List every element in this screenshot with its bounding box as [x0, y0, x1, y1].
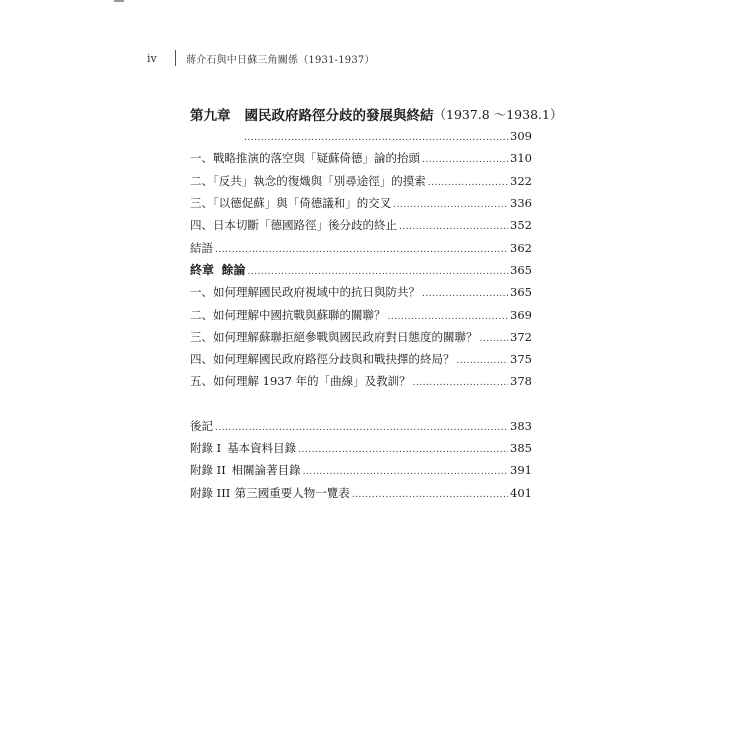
chapter-9-heading[interactable] — [190, 103, 563, 125]
entry-title: 三、「以德促蘇」與「倚德議和」的交叉 — [190, 196, 392, 211]
page-ref: 401 — [510, 485, 532, 500]
dot-leader — [303, 467, 508, 477]
entry-label: 附錄 III — [190, 485, 231, 500]
toc-entry[interactable] — [190, 147, 532, 169]
page-ref: 385 — [510, 441, 532, 455]
toc-entry[interactable] — [190, 281, 532, 303]
page-ref: 369 — [510, 307, 532, 322]
page-ref: 309 — [510, 129, 532, 144]
page-ref: 391 — [510, 463, 532, 478]
page-number: iv — [147, 51, 157, 65]
back-matter-entry[interactable] — [190, 459, 532, 481]
entry-title: 四、如何理解國民政府路徑分歧與和戰抉擇的終局？ — [190, 352, 455, 367]
entry-title: 三、如何理解蘇聯拒絕參戰與國民政府對日態度的關聯？ — [190, 329, 478, 344]
dot-leader — [422, 289, 508, 299]
entry-title: 一、如何理解國民政府視域中的抗日與防共？ — [190, 285, 420, 300]
toc-entry[interactable] — [190, 370, 532, 392]
chapter-9-title: 國民政府路徑分歧的發展與終結 — [244, 108, 434, 124]
entry-title: 第三國重要人物一覽表 — [234, 485, 350, 500]
entry-title: 二、如何理解中國抗戰與蘇聯的關聯？ — [190, 307, 386, 322]
table-of-contents — [190, 103, 563, 504]
toc-entry[interactable] — [190, 348, 532, 370]
entry-title: 五、如何理解 1937 年的「曲線」及教訓？ — [190, 374, 411, 389]
dot-leader — [393, 200, 508, 210]
chapter-9-page-line[interactable] — [190, 125, 532, 147]
toc-entry[interactable] — [190, 170, 532, 192]
dot-leader — [480, 334, 509, 344]
dot-leader — [247, 267, 508, 277]
back-matter-entry[interactable] — [190, 481, 532, 503]
entry-title: 基本資料目錄 — [227, 441, 297, 455]
entry-title: 結語 — [190, 240, 213, 255]
page-ref: 365 — [510, 262, 532, 277]
header-divider — [175, 50, 176, 66]
dot-leader — [413, 378, 508, 388]
chapter-9-date-range: （1937.8 ～1938.1） — [433, 107, 563, 122]
page-ref: 375 — [510, 352, 532, 367]
entry-title: 相關論著目錄 — [231, 463, 301, 478]
toc-entry[interactable] — [190, 303, 532, 325]
dot-leader — [215, 245, 508, 255]
page-ref: 383 — [510, 418, 532, 433]
dot-leader — [352, 490, 508, 500]
page-ref: 365 — [510, 285, 532, 300]
corner-crop-mark — [114, 0, 124, 2]
toc-entry[interactable] — [190, 236, 532, 258]
conclusion-label: 終章 — [190, 263, 215, 278]
dot-leader — [388, 312, 509, 322]
book-title: 蔣介石與中日蘇三角關係（1931-1937） — [186, 54, 375, 66]
page-ref: 352 — [510, 218, 532, 233]
back-matter-entry[interactable] — [190, 415, 532, 437]
conclusion-title: 餘論 — [221, 263, 246, 278]
section-spacer — [190, 393, 532, 415]
page-ref: 362 — [510, 240, 532, 255]
page-ref: 336 — [510, 196, 532, 211]
dot-leader — [422, 155, 508, 165]
page-ref: 310 — [510, 151, 532, 166]
dot-leader — [215, 423, 508, 433]
entry-title: 二、「反共」執念的復熾與「別尋途徑」的摸索 — [190, 173, 426, 188]
dot-leader — [457, 356, 509, 366]
dot-leader — [244, 133, 508, 143]
dot-leader — [428, 178, 508, 188]
entry-label: 附錄 I — [190, 441, 222, 455]
entry-title: 四、日本切斷「德國路徑」後分歧的終止 — [190, 218, 397, 233]
entry-title: 一、戰略推演的落空與「疑蘇倚德」論的抬頭 — [190, 151, 420, 166]
entry-label: 後記 — [190, 418, 213, 433]
toc-entry[interactable] — [190, 214, 532, 236]
chapter-9-label: 第九章 — [190, 108, 231, 124]
page-ref: 322 — [510, 173, 532, 188]
dot-leader — [298, 445, 508, 455]
page-ref: 372 — [510, 329, 532, 344]
page-ref: 378 — [510, 374, 532, 389]
conclusion-heading[interactable] — [190, 259, 532, 281]
back-matter-entry[interactable] — [190, 437, 532, 459]
dot-leader — [399, 222, 508, 232]
running-header — [147, 50, 375, 66]
entry-label: 附錄 II — [190, 463, 226, 478]
toc-entry[interactable] — [190, 192, 532, 214]
toc-entry[interactable] — [190, 326, 532, 348]
